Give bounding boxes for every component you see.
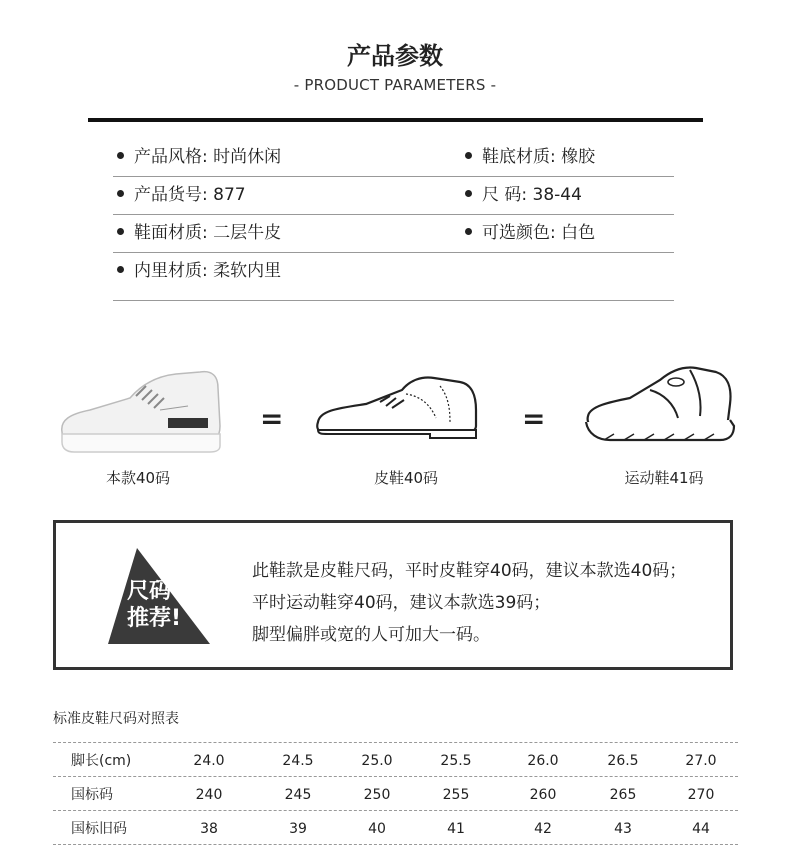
page-title: 产品参数 bbox=[347, 42, 443, 70]
table-cell: 27.0 bbox=[685, 753, 717, 769]
sneaker-white-icon bbox=[50, 340, 250, 460]
size-recommendation-box bbox=[53, 520, 733, 670]
bullet-icon bbox=[465, 228, 472, 235]
equals-sign: = bbox=[260, 402, 284, 435]
comparison-label-leather-shoe: 皮鞋40码 bbox=[373, 469, 439, 487]
badge-text-line2: 推荐! bbox=[127, 606, 182, 631]
comparison-label-this-model: 本款40码 bbox=[105, 469, 171, 487]
bullet-icon bbox=[117, 228, 124, 235]
parameter-text: 鞋面材质: 二层牛皮 bbox=[134, 223, 282, 243]
table-cell: 255 bbox=[442, 787, 470, 803]
page-subtitle: - PRODUCT PARAMETERS - bbox=[293, 76, 497, 94]
recommendation-line: 此鞋款是皮鞋尺码，平时皮鞋穿40码，建议本款选40码； bbox=[252, 561, 687, 581]
bullet-icon bbox=[465, 190, 472, 197]
size-table bbox=[53, 742, 738, 845]
table-cell: 265 bbox=[609, 787, 637, 803]
table-cell: 24.5 bbox=[282, 753, 314, 769]
table-cell: 42 bbox=[534, 821, 552, 837]
table-row-header: 脚长(cm) bbox=[71, 753, 132, 769]
size-table-title: 标准皮鞋尺码对照表 bbox=[53, 711, 179, 727]
table-cell: 24.0 bbox=[193, 753, 225, 769]
running-shoe-icon bbox=[580, 356, 740, 456]
leather-shoe-icon bbox=[310, 360, 490, 450]
recommendation-line: 平时运动鞋穿40码，建议本款选39码； bbox=[252, 593, 551, 613]
parameter-text: 产品货号: 877 bbox=[134, 185, 246, 205]
table-cell: 270 bbox=[687, 787, 715, 803]
badge-text-line1: 尺码 bbox=[127, 579, 172, 604]
table-cell: 26.5 bbox=[607, 753, 639, 769]
table-cell: 43 bbox=[614, 821, 632, 837]
parameter-row bbox=[113, 215, 674, 253]
equals-sign: = bbox=[522, 402, 546, 435]
parameter-item bbox=[117, 253, 281, 290]
parameter-item bbox=[117, 215, 281, 252]
table-cell: 38 bbox=[200, 821, 218, 837]
title-divider bbox=[88, 118, 703, 122]
table-cell: 26.0 bbox=[527, 753, 559, 769]
parameter-item bbox=[117, 139, 281, 176]
parameter-item bbox=[465, 177, 582, 214]
table-cell: 25.5 bbox=[440, 753, 472, 769]
table-cell: 240 bbox=[195, 787, 223, 803]
parameter-text: 鞋底材质: 橡胶 bbox=[482, 147, 596, 167]
parameter-text: 尺 码: 38-44 bbox=[482, 185, 582, 205]
parameter-item bbox=[117, 177, 246, 214]
parameter-text: 可选颜色: 白色 bbox=[482, 223, 596, 243]
table-row bbox=[53, 776, 738, 810]
size-comparison bbox=[30, 320, 750, 500]
bullet-icon bbox=[117, 152, 124, 159]
comparison-label-running-shoe: 运动鞋41码 bbox=[624, 469, 704, 487]
bullet-icon bbox=[117, 266, 124, 273]
table-cell: 40 bbox=[368, 821, 386, 837]
table-row-header: 国标旧码 bbox=[71, 821, 127, 837]
table-cell: 41 bbox=[447, 821, 465, 837]
table-row-header: 国标码 bbox=[71, 787, 113, 803]
table-cell: 39 bbox=[289, 821, 307, 837]
parameter-row bbox=[113, 139, 674, 177]
parameter-row bbox=[113, 253, 674, 301]
parameter-item bbox=[465, 215, 595, 252]
parameter-row bbox=[113, 177, 674, 215]
size-recommend-badge bbox=[106, 546, 212, 654]
table-cell: 25.0 bbox=[361, 753, 393, 769]
parameter-text: 内里材质: 柔软内里 bbox=[134, 261, 282, 281]
recommendation-line: 脚型偏胖或宽的人可加大一码。 bbox=[252, 625, 490, 645]
bullet-icon bbox=[465, 152, 472, 159]
table-cell: 250 bbox=[363, 787, 391, 803]
table-row bbox=[53, 810, 738, 845]
parameter-item bbox=[465, 139, 595, 176]
parameter-list bbox=[113, 139, 674, 301]
table-row bbox=[53, 742, 738, 776]
table-cell: 44 bbox=[692, 821, 710, 837]
bullet-icon bbox=[117, 190, 124, 197]
table-cell: 260 bbox=[529, 787, 557, 803]
table-cell: 245 bbox=[284, 787, 312, 803]
parameter-text: 产品风格: 时尚休闲 bbox=[134, 147, 282, 167]
